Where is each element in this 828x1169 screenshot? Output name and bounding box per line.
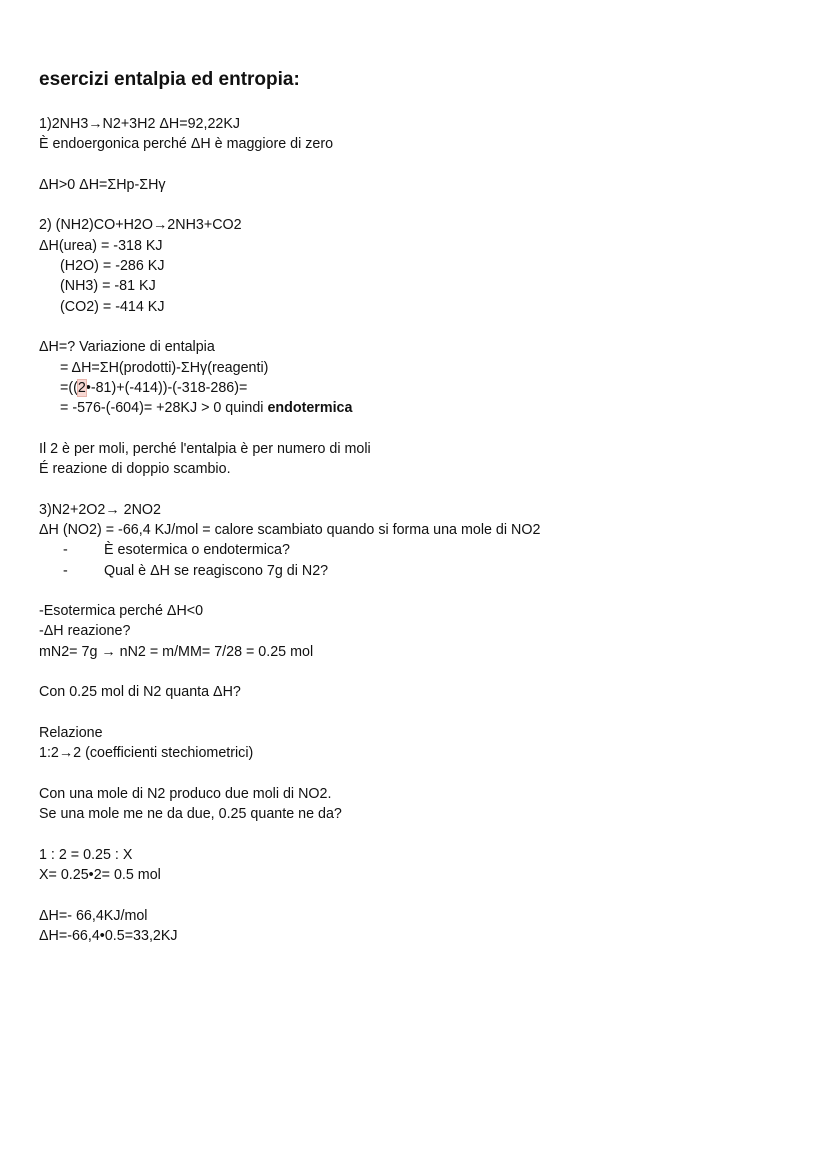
spacer xyxy=(39,195,799,215)
spacer xyxy=(39,581,799,601)
ex2-step3-text: = -576-(-604)= +28KJ > 0 quindi xyxy=(60,400,268,417)
ex2-step2-highlight: 2 xyxy=(77,379,86,396)
ex2-value-nh3: (NH3) = -81 KJ xyxy=(60,278,156,295)
ex2-step2-prefix: =(( xyxy=(60,379,78,396)
ex3-relation: 1:2→2 (coefficienti stechiometrici) xyxy=(39,745,254,762)
spacer xyxy=(39,824,799,844)
ex3-data: ΔH (NO2) = -66,4 KJ/mol = calore scambiato quando si forma una mole di NO2 xyxy=(39,521,541,538)
list-dash: - xyxy=(63,542,68,559)
spacer xyxy=(39,418,799,438)
ex1-explanation: È endoergonica perché ΔH è maggiore di zero xyxy=(39,136,334,153)
list-dash: - xyxy=(63,562,68,579)
ex3-question-1-text: È esotermica o endotermica? xyxy=(104,542,290,559)
ex2-note1: Il 2 è per moli, perché l'entalpia è per numero di moli xyxy=(39,440,371,457)
ex3-question2: Con 0.25 mol di N2 quanta ΔH? xyxy=(39,684,241,701)
ex2-step3 xyxy=(39,398,799,418)
ex3-reasoning2: Se una mole me ne da due, 0.25 quante ne da? xyxy=(39,806,342,823)
ex2-value-urea: ΔH(urea) = -318 KJ xyxy=(39,237,163,254)
document-page xyxy=(39,66,799,946)
ex2-step2 xyxy=(39,378,799,398)
spacer xyxy=(39,885,799,905)
ex3-question-2-text: Qual è ΔH se reagiscono 7g di N2? xyxy=(104,562,329,579)
spacer xyxy=(39,155,799,175)
ex3-reaction: 3)N2+2O2→ 2NO2 xyxy=(39,501,161,518)
spacer xyxy=(39,662,799,682)
ex1-formula: ΔH>0 ΔH=ΣHp-ΣHγ xyxy=(39,176,166,193)
ex3-answer1: -Esotermica perché ΔH<0 xyxy=(39,603,204,620)
ex2-step2-suffix: •-81)+(-414))-(-318-286)= xyxy=(85,379,248,396)
spacer xyxy=(39,764,799,784)
ex2-question: ΔH=? Variazione di entalpia xyxy=(39,339,215,356)
ex2-step1: = ΔH=ΣH(prodotti)-ΣHγ(reagenti) xyxy=(60,359,269,376)
spacer xyxy=(39,703,799,723)
ex3-reasoning1: Con una mole di N2 produco due moli di NO2. xyxy=(39,785,332,802)
ex2-step3-bold: endotermica xyxy=(267,400,353,417)
ex3-x-value: X= 0.25•2= 0.5 mol xyxy=(39,866,161,883)
ex3-question-1 xyxy=(39,540,799,560)
document-title: esercizi entalpia ed entropia: xyxy=(39,69,300,90)
ex2-value-co2: (CO2) = -414 KJ xyxy=(60,298,165,315)
ex3-answer2: -ΔH reazione? xyxy=(39,623,131,640)
spacer xyxy=(39,317,799,337)
ex2-reaction: 2) (NH2)CO+H2O→2NH3+CO2 xyxy=(39,217,242,234)
ex3-moles: mN2= 7g → nN2 = m/MM= 7/28 = 0.25 mol xyxy=(39,643,314,660)
ex2-value-h2o: (H2O) = -286 KJ xyxy=(60,258,165,275)
ex3-dh-result: ΔH=-66,4•0.5=33,2KJ xyxy=(39,927,178,944)
ex3-proportion: 1 : 2 = 0.25 : X xyxy=(39,846,133,863)
ex3-relation-label: Relazione xyxy=(39,724,103,741)
ex2-note2: É reazione di doppio scambio. xyxy=(39,461,231,478)
ex3-dh-molar: ΔH=- 66,4KJ/mol xyxy=(39,907,148,924)
ex1-reaction: 1)2NH3→N2+3H2 ΔH=92,22KJ xyxy=(39,116,241,132)
spacer xyxy=(39,479,799,499)
ex3-question-2 xyxy=(39,561,799,581)
